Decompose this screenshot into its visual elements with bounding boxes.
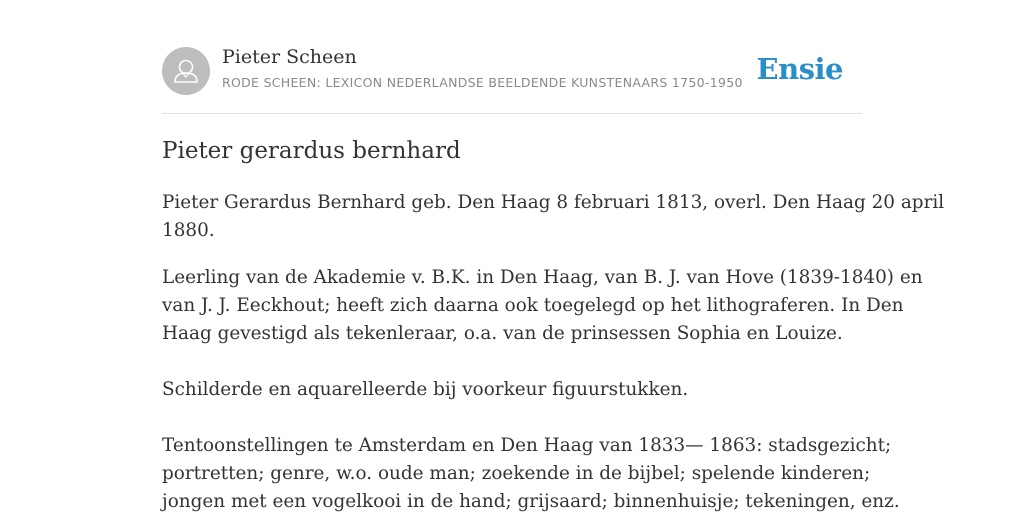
paragraph-line: Schilderde en aquarelleerde bij voorkeur figuurstukken. — [162, 379, 689, 400]
ensie-logo[interactable]: Ensie — [756, 52, 843, 86]
author-name-link[interactable]: Pieter Scheen — [222, 46, 357, 68]
article-body — [162, 189, 945, 512]
author-avatar[interactable] — [162, 47, 210, 95]
line-break — [162, 404, 862, 432]
paragraph-line: jongen met een vogelkooi in de hand; grijsaard; binnenhuisje; tekeningen, enz. — [162, 491, 900, 512]
page-container — [162, 0, 945, 512]
source-label: RODE SCHEEN: LEXICON NEDERLANDSE BEELDENDE KUNSTENAARS 1750-1950 — [222, 75, 743, 90]
paragraph-line: Haag gevestigd als tekenleraar, o.a. van de prinsessen Sophia en Louize. — [162, 323, 843, 344]
paragraph-line: portretten; genre, w.o. oude man; zoekende in de bijbel; spelende kinderen; — [162, 463, 871, 484]
paragraph-line: 1880. — [162, 220, 215, 241]
paragraph-line: Pieter Gerardus Bernhard geb. Den Haag 8 februari 1813, overl. Den Haag 20 april — [162, 192, 945, 213]
paragraph-line: Tentoonstellingen te Amsterdam en Den Haag van 1833— 1863: stadsgezicht; — [162, 435, 892, 456]
line-break — [162, 348, 862, 376]
user-icon — [162, 47, 210, 95]
article-paragraph — [162, 189, 945, 245]
article-title: Pieter gerardus bernhard — [162, 138, 461, 164]
article-paragraph — [162, 264, 923, 512]
paragraph-line: Leerling van de Akademie v. B.K. in Den Haag, van B. J. van Hove (1839-1840) en — [162, 267, 923, 288]
article-header — [162, 0, 862, 114]
paragraph-line: van J. J. Eeckhout; heeft zich daarna ook toegelegd op het lithograferen. In Den — [162, 295, 904, 316]
